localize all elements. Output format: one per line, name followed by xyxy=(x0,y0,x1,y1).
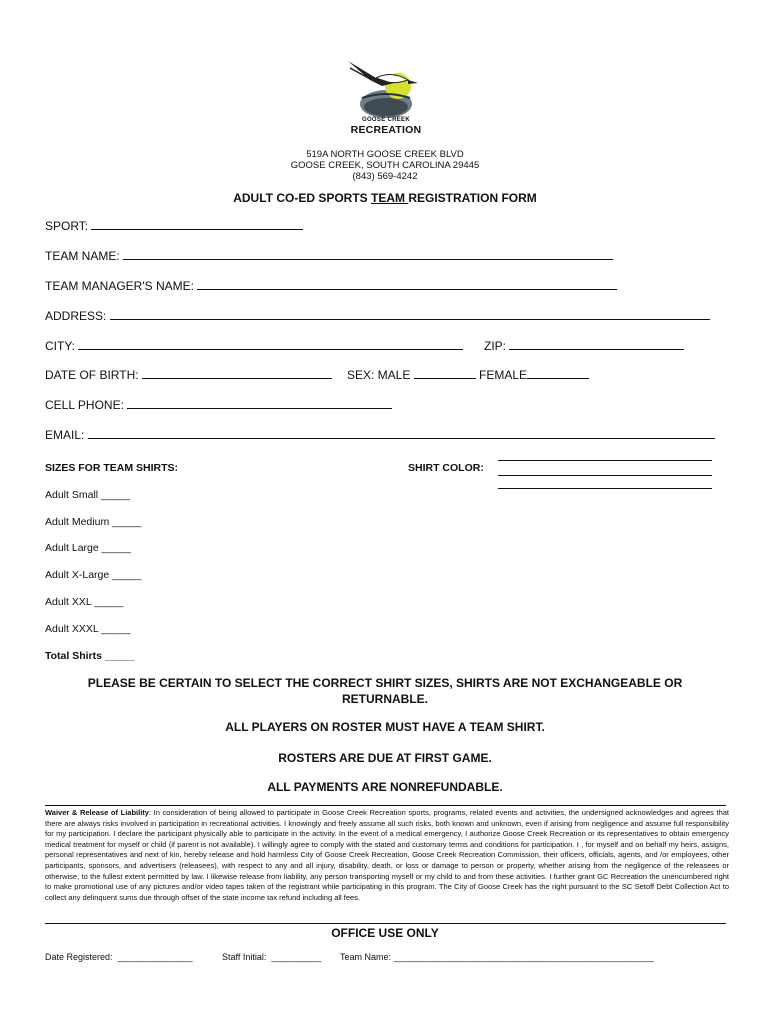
address-field[interactable] xyxy=(45,308,710,323)
zip-line[interactable] xyxy=(509,338,684,350)
zip-label: ZIP: xyxy=(484,339,507,353)
notice-team-shirt: ALL PLAYERS ON ROSTER MUST HAVE A TEAM SHIRT. xyxy=(225,720,545,734)
sex-field[interactable] xyxy=(347,367,589,382)
dob-label: DATE OF BIRTH: xyxy=(45,368,139,382)
zip-field[interactable] xyxy=(484,338,684,353)
manager-line[interactable] xyxy=(197,278,617,290)
logo-text-top: GOOSE CREEK xyxy=(362,117,410,123)
office-team-name[interactable]: Team Name: ____________________________________________________ xyxy=(340,952,654,962)
sizes-heading: SIZES FOR TEAM SHIRTS: xyxy=(45,462,179,474)
sport-line[interactable] xyxy=(91,218,303,230)
cell-phone-field[interactable] xyxy=(45,397,392,412)
notice-rosters: ROSTERS ARE DUE AT FIRST GAME. xyxy=(278,751,492,765)
city-field[interactable] xyxy=(45,338,463,353)
dob-field[interactable] xyxy=(45,367,332,382)
form-title: ADULT CO-ED SPORTS TEAM REGISTRATION FORM xyxy=(233,191,537,205)
waiver-text xyxy=(45,808,729,903)
shirt-color-line-1[interactable] xyxy=(498,460,712,461)
team-name-field[interactable] xyxy=(45,248,613,263)
sport-field[interactable] xyxy=(45,218,303,233)
email-label: EMAIL: xyxy=(45,428,85,442)
city-label: CITY: xyxy=(45,339,76,353)
size-adult-medium[interactable]: Adult Medium _____ xyxy=(45,516,142,528)
office-use-heading: OFFICE USE ONLY xyxy=(331,926,439,940)
team-name-label: TEAM NAME: xyxy=(45,249,120,263)
shirt-color-label: SHIRT COLOR: xyxy=(408,462,484,474)
cell-phone-line[interactable] xyxy=(127,397,392,409)
manager-field[interactable] xyxy=(45,278,617,293)
staff-initial[interactable]: Staff Initial: __________ xyxy=(222,952,322,962)
male-line[interactable] xyxy=(414,367,476,379)
size-adult-xxxl[interactable]: Adult XXXL _____ xyxy=(45,623,131,635)
cell-phone-label: CELL PHONE: xyxy=(45,398,124,412)
sex-female-label: FEMALE xyxy=(479,368,528,382)
address-phone: (843) 569-4242 xyxy=(352,171,418,182)
shirt-color-line-3[interactable] xyxy=(498,488,712,489)
size-adult-xxl[interactable]: Adult XXL _____ xyxy=(45,596,124,608)
notice-payments: ALL PAYMENTS ARE NONREFUNDABLE. xyxy=(267,780,503,794)
city-line[interactable] xyxy=(78,338,463,350)
address-street: 519A NORTH GOOSE CREEK BLVD xyxy=(306,149,464,160)
sex-male-label: SEX: MALE xyxy=(347,368,411,382)
date-registered[interactable]: Date Registered: _______________ xyxy=(45,952,193,962)
logo-text-bottom: RECREATION xyxy=(350,124,422,136)
shirt-color-line-2[interactable] xyxy=(498,475,712,476)
manager-label: TEAM MANAGER'S NAME: xyxy=(45,279,194,293)
address-city: GOOSE CREEK, SOUTH CAROLINA 29445 xyxy=(290,160,480,171)
size-adult-xlarge[interactable]: Adult X-Large _____ xyxy=(45,569,142,581)
total-shirts[interactable]: Total Shirts _____ xyxy=(45,650,135,662)
waiver-body: : In consideration of being allowed to participate in Goose Creek Recreation sports, programs, related events and activities, the undersigned acknowledges and agrees that there are always risks involved in participation in recreational activities. I knowingly and freely assume all such risks, both known and unknown, even if arising from negligence and assume full responsibility for my participation. I declare the participant physically able to participate in the activity. In the event of a medical emergency, I authorize Goose Creek Recreation or its representatives to obtain emergency medical treatment for myself or child (if parent is not available). I willingly agree to comply with the stated and customary terms and conditions for participation. I , for myself and on behalf my heirs, assigns, personal representatives and next of kin, hereby release and hold harmless City of Goose Creek Recreation, Goose Creek Recreation Commission, their officers, officials, agents, and /or employees, other participants, sponsors, and advertisers (releasees), with respect to any and all injury, disability, death, or loss or damage to person or property, whether arising from the negligence of the releasees or otherwise, to the fullest extent permitted by law. I likewise release from liability, any person transporting myself or my child to and from these activities. I further grant GC Recreation the unencumbered right to make promotional use of any pictures and/or video tapes taken of the registrant while participating in this program. The City of Goose Creek has the right pursuant to the SC Setoff Debt Collection Act to collect any delinquent sums due through offset of the state income tax refund including all fees. xyxy=(45,808,729,902)
waiver-heading: Waiver & Release of Liability xyxy=(45,808,149,817)
size-adult-small[interactable]: Adult Small _____ xyxy=(45,489,131,501)
address-label: ADDRESS: xyxy=(45,309,107,323)
divider-bottom xyxy=(45,923,726,924)
female-line[interactable] xyxy=(527,367,589,379)
notice-shirt-sizes: PLEASE BE CERTAIN TO SELECT THE CORRECT SHIRT SIZES, SHIRTS ARE NOT EXCHANGEABLE OR RETURNABLE. xyxy=(87,676,683,706)
team-name-line[interactable] xyxy=(123,248,613,260)
email-field[interactable] xyxy=(45,427,715,442)
email-line[interactable] xyxy=(88,427,715,439)
dob-line[interactable] xyxy=(142,367,332,379)
address-line[interactable] xyxy=(110,308,710,320)
size-adult-large[interactable]: Adult Large _____ xyxy=(45,542,131,554)
divider-top xyxy=(45,805,726,806)
sport-label: SPORT: xyxy=(45,219,89,233)
